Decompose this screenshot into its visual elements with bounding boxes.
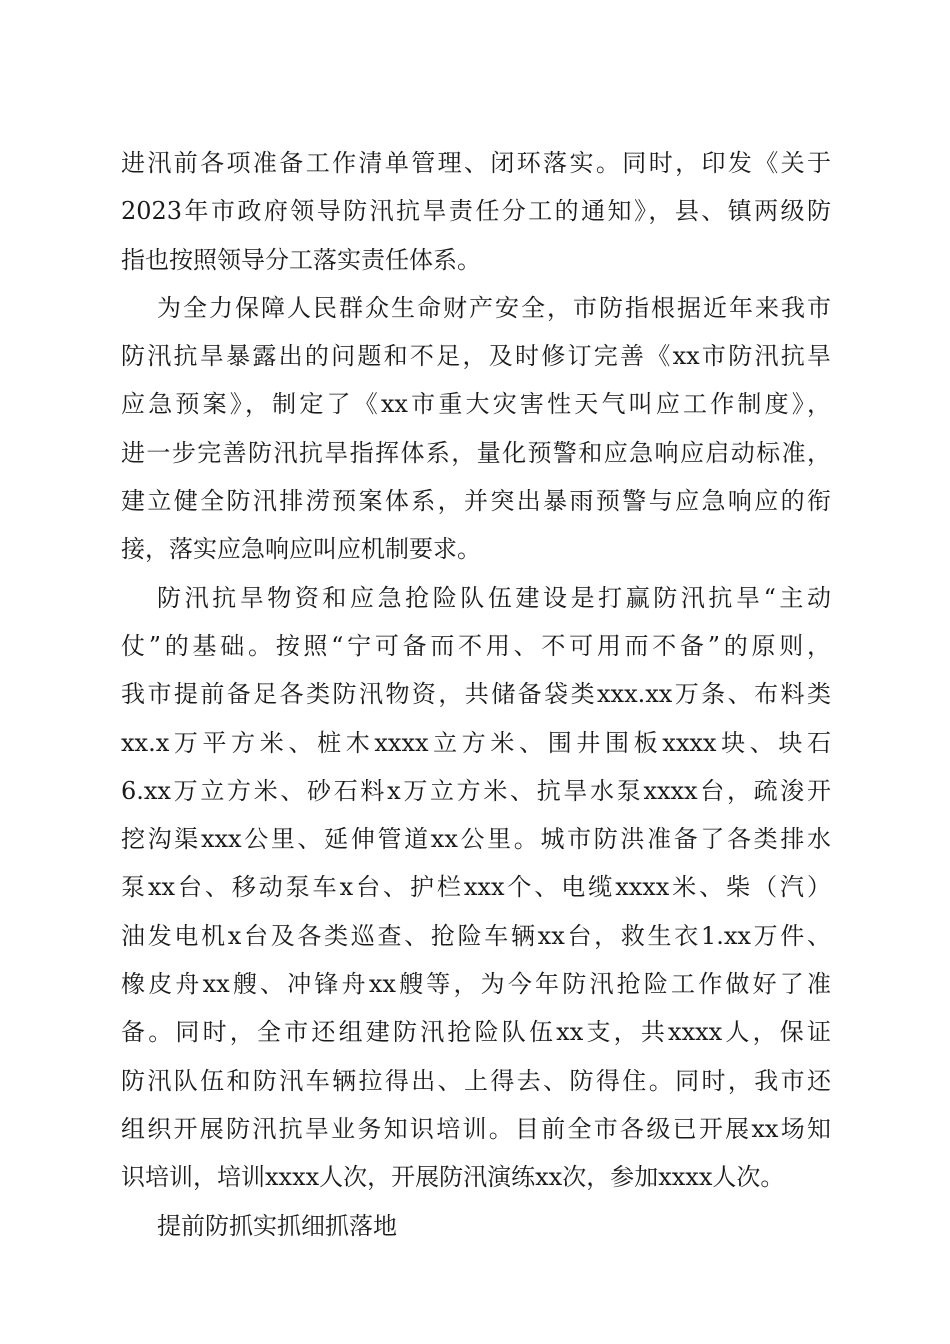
text-line: 仗”的基础。按照“宁可备而不用、不可用而不备”的原则， — [121, 631, 831, 660]
text-line: 建立健全防汛排涝预案体系，并突出暴雨预警与应急响应的衔 — [121, 487, 831, 516]
text-line: 识培训，培训xxxx人次，开展防汛演练xx次，参加xxxx人次。 — [121, 1163, 785, 1192]
text-line: 进汛前各项准备工作清单管理、闭环落实。同时，印发《关于 — [121, 149, 831, 177]
text-line: 接，落实应急响应叫应机制要求。 — [121, 535, 481, 564]
text-line: 防汛抗旱暴露出的问题和不足，及时修订完善《xx市防汛抗旱 — [121, 342, 831, 371]
paragraph-2 — [121, 286, 831, 576]
text-line: 防汛队伍和防汛车辆拉得出、上得去、防得住。同时，我市还 — [121, 1066, 831, 1095]
text-line: 2023年市政府领导防汛抗旱责任分工的通知》，县、镇两级防 — [121, 197, 831, 226]
text-line: 6.xx万立方米、砂石料x万立方米、抗旱水泵xxxx台，疏浚开 — [121, 776, 831, 805]
text-line: 组织开展防汛抗旱业务知识培训。目前全市各级已开展xx场知 — [121, 1114, 831, 1143]
text-line: 进一步完善防汛抗旱指挥体系，量化预警和应急响应启动标准， — [121, 438, 831, 467]
text-line: 挖沟渠xxx公里、延伸管道xx公里。城市防洪准备了各类排水 — [121, 825, 831, 854]
text-line: 指也按照领导分工落实责任体系。 — [121, 245, 481, 274]
text-line: 备。同时，全市还组建防汛抢险队伍xx支，共xxxx人，保证 — [121, 1018, 831, 1047]
text-line: 为全力保障人民群众生命财产安全，市防指根据近年来我市 — [157, 293, 831, 322]
text-line: 应急预案》，制定了《xx市重大灾害性天气叫应工作制度》， — [121, 390, 831, 419]
paragraph-3 — [121, 576, 831, 1204]
text-line: 油发电机x台及各类巡查、抢险车辆xx台，救生衣1.xx万件、 — [121, 921, 831, 950]
heading-line: 提前防抓实抓细抓落地 — [157, 1211, 397, 1240]
text-line: 防汛抗旱物资和应急抢险队伍建设是打赢防汛抗旱“主动 — [157, 583, 831, 612]
text-line: xx.x万平方米、桩木xxxx立方米、围井围板xxxx块、块石 — [121, 728, 831, 757]
section-heading — [121, 1204, 831, 1252]
paragraph-1 — [121, 141, 831, 286]
text-line: 我市提前备足各类防汛物资，共储备袋类xxx.xx万条、布料类 — [121, 680, 831, 709]
document-body — [121, 141, 831, 1252]
text-line: 泵xx台、移动泵车x台、护栏xxx个、电缆xxxx米、柴（汽） — [121, 873, 831, 902]
text-line: 橡皮舟xx艘、冲锋舟xx艘等，为今年防汛抢险工作做好了准 — [121, 970, 831, 999]
